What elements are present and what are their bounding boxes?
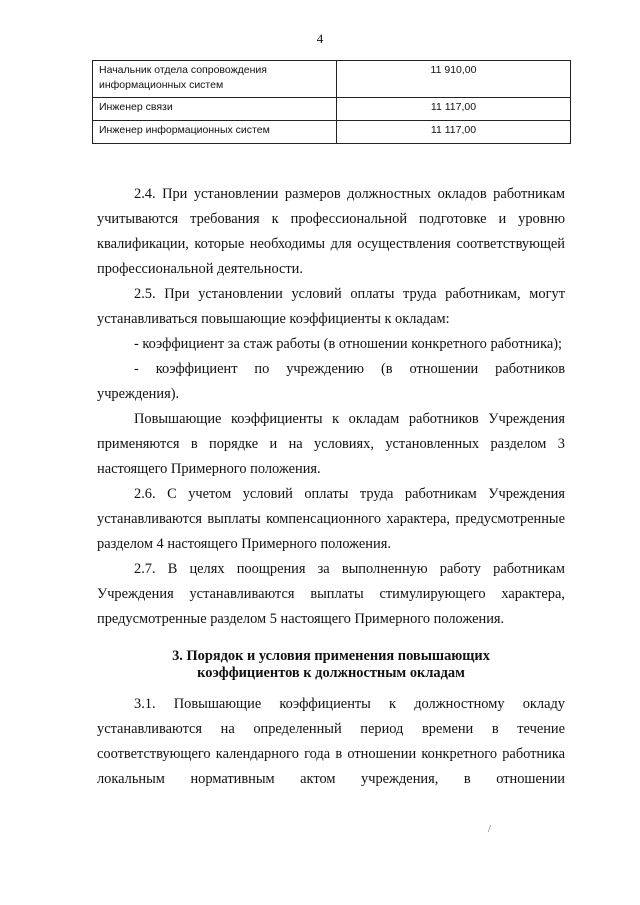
table-row xyxy=(93,121,571,144)
table-row xyxy=(93,98,571,121)
list-item-stage-coefficient: - коэффициент за стаж работы (в отношении конкретного работника); xyxy=(134,336,563,352)
table-row xyxy=(93,61,571,98)
paragraph-2-5: 2.5. При установлении условий оплаты труда работникам, могут устанавливаться повышающие коэффициенты к окладам: xyxy=(97,286,565,327)
paragraph-3-1: 3.1. Повышающие коэффициенты к должностному окладу устанавливаются на определенный период времени в течение соответствующего календарного года в отношении конкретного работника локальным нормативным актом учреждения, в отношении xyxy=(97,696,565,787)
section-3-heading-line2: коэффициентов к должностным окладам xyxy=(197,665,465,681)
paragraph-2-7: 2.7. В целях поощрения за выполненную работу работникам Учреждения устанавливаются выплаты стимулирующего характера, предусмотренные разделом 5 настоящего Примерного положения. xyxy=(97,561,565,627)
paragraph-2-6: 2.6. С учетом условий оплаты труда работникам Учреждения устанавливаются выплаты компенсационного характера, предусмотренные разделом 4 настоящего Примерного положения. xyxy=(97,486,565,552)
list-item-institution-coefficient: - коэффициент по учреждению (в отношении работников учреждения). xyxy=(97,361,565,402)
paragraph-2-4: 2.4. При установлении размеров должностных окладов работникам учитываются требования к профессиональной подготовке и уровню квалификации, которые необходимы для осуществления соответствующей профессиональной деятельности. xyxy=(97,186,565,277)
margin-mark: / xyxy=(488,824,491,835)
page-number: 4 xyxy=(316,31,324,46)
document-body xyxy=(97,182,565,792)
section-3-heading-line1: 3. Порядок и условия применения повышающих xyxy=(172,648,490,664)
salary-cell: 11 117,00 xyxy=(337,98,571,121)
salary-cell: 11 910,00 xyxy=(337,61,571,98)
salary-cell: 11 117,00 xyxy=(337,121,571,144)
position-cell: Инженер информационных систем xyxy=(93,121,337,144)
section-3-heading xyxy=(97,648,565,682)
position-cell: Инженер связи xyxy=(93,98,337,121)
position-cell: Начальник отдела сопровождения информационных систем xyxy=(93,61,337,98)
salary-table xyxy=(92,60,571,144)
paragraph-coefficients: Повышающие коэффициенты к окладам работников Учреждения применяются в порядке и на условиях, установленных разделом 3 настоящего Примерного положения. xyxy=(97,411,565,477)
